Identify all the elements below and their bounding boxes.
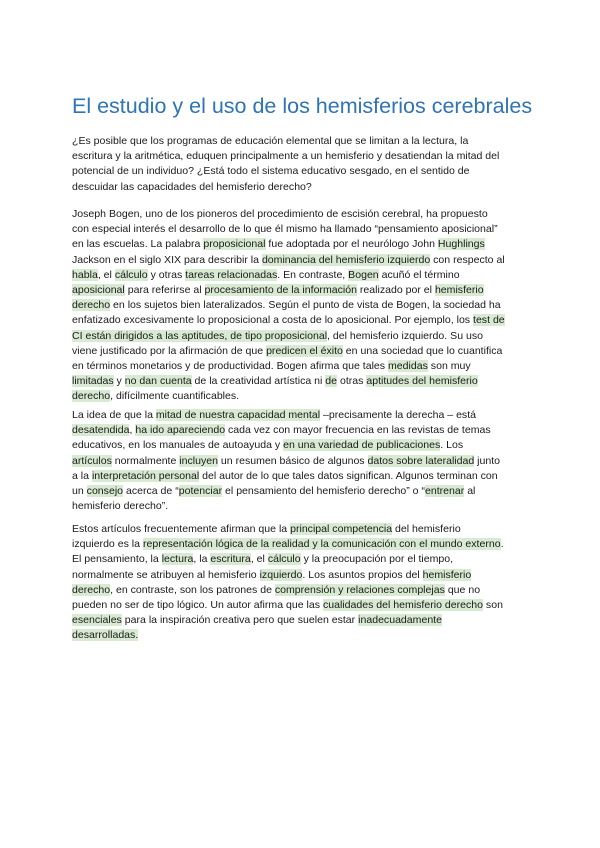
text-line [72,438,528,453]
text-line [72,499,528,514]
highlighted-text: datos sobre lateralidad [367,454,475,467]
text-segment: viene justificado por la afirmación de que [72,344,267,357]
text-segment: descuidar las capacidades del hemisferio derecho? [72,180,312,193]
text-segment: , la [193,553,211,566]
text-segment: ¿Es posible que los programas de educación elemental que se limitan a la lectura, la [72,135,469,147]
text-segment: junto [474,454,501,467]
highlighted-text: esenciales [72,614,122,627]
highlighted-text: representación lógica de la realidad y la comunicación con el mundo externo [142,538,501,551]
text-segment: . En contraste, [277,268,349,281]
text-line [72,389,528,404]
text-line [72,613,528,628]
text-segment: El pensamiento, la [72,553,162,566]
text-segment: . Los [440,439,464,452]
highlighted-text: aptitudes del hemisferio [366,375,478,388]
paragraph-articulos [72,522,528,644]
text-segment: del hemisferio [392,523,461,535]
text-segment: , el [250,553,268,566]
highlighted-text: procesamiento de la información [204,283,357,296]
highlighted-text: derecho [72,299,111,312]
highlighted-text: interpretación personal [91,469,200,482]
highlighted-text: consejo [86,484,124,497]
text-segment: acuñó el término [378,268,460,281]
text-segment: y otras [147,268,186,281]
text-line [72,329,528,344]
highlighted-text: cálculo [267,553,301,566]
text-line [72,253,528,268]
highlighted-text: comprensión y relaciones complejas [274,583,445,596]
text-segment: cada vez con mayor frecuencia en las revistas de temas [225,424,491,437]
text-segment: escritura y la aritmética, eduquen principalmente a un hemisferio y desatiendan la mitad del [72,150,500,163]
text-segment: y [113,375,125,388]
text-segment: un [72,484,87,497]
text-line [72,522,528,537]
highlighted-text: proposicional [203,238,266,251]
highlighted-text: test de [473,314,505,327]
highlighted-text: habla [72,268,98,281]
text-line [72,583,528,598]
text-segment: enfatizado excesivamente lo proposicional a costa de lo aposicional. Por ejemplo, los [72,314,474,327]
text-segment: otras [337,375,367,388]
text-segment: el pensamiento del hemisferio derecho” o “ [222,484,425,497]
highlighted-text: derecho [72,390,111,403]
highlighted-text: medidas [388,359,428,372]
text-line [72,628,528,643]
highlighted-text: ha ido apareciendo [135,424,226,437]
text-line [72,164,528,179]
text-segment: La idea de que la [72,409,156,421]
text-segment: , el [97,268,115,281]
text-line [72,149,528,164]
text-segment: son muy [427,359,471,372]
text-segment: a la [72,469,92,482]
highlighted-text: lectura [161,553,194,566]
text-segment: normalmente [111,454,180,467]
text-segment: y la preocupación por el tiempo, [300,553,454,566]
text-segment: pueden no ser de tipo lógico. Un autor afirma que las [72,598,323,611]
text-line [72,313,528,328]
text-line [72,283,528,298]
text-line [72,207,528,222]
text-segment: del autor de lo que tales datos significan. Algunos terminan con [199,469,498,482]
text-line [72,454,528,469]
text-segment: , [129,424,136,437]
text-segment: , difícilmente cuantificables. [110,390,240,403]
highlighted-text: de [325,375,338,388]
text-line [72,408,528,423]
text-segment: , en contraste, son los patrones de [110,583,275,596]
text-segment: hemisferio derecho”. [72,500,169,513]
highlighted-text: artículos [72,454,112,467]
text-segment: un resumen básico de algunos [218,454,368,467]
text-segment: en las escuelas. La palabra [72,238,204,251]
highlighted-text: limitadas [72,375,114,388]
text-segment: Jackson en el siglo XIX para describir la [72,253,262,266]
text-segment: realizado por el [356,283,435,296]
text-segment: –precisamente la derecha – está [320,409,476,421]
text-segment: Joseph Bogen, uno de los pioneros del procedimiento de escisión cerebral, ha propuesto [72,208,488,220]
text-line [72,374,528,389]
text-segment: para la inspiración creativa pero que suelen estar [121,614,359,627]
text-segment: normalmente se atribuyen al hemisferio [72,568,260,581]
highlighted-text: CI están dirigidos a las aptitudes, de tipo proposicional [72,329,328,342]
text-segment: educativos, en los manuales de autoayuda y [72,439,284,452]
text-segment: acerca de “ [123,484,179,497]
text-line [72,298,528,313]
text-line [72,237,528,252]
text-line [72,469,528,484]
highlighted-text: incluyen [179,454,218,467]
text-line [72,568,528,583]
text-segment: con especial interés el desarrollo de lo que él mismo ha llamado “pensamiento aposicional” [72,223,498,236]
text-line [72,552,528,567]
text-segment: . Los asuntos propios del [302,568,423,581]
text-line [72,180,528,195]
text-segment: que no [444,583,481,596]
text-line [72,537,528,552]
highlighted-text: escritura [210,553,251,566]
text-segment: , del hemisferio izquierdo. Su uso [327,329,483,342]
text-segment: fue adoptada por el neurólogo John [265,238,438,251]
text-segment: para referirse al [124,283,205,296]
text-segment: al [464,484,476,497]
text-segment: en una sociedad que lo cuantifica [342,344,503,357]
paragraph-bogen [72,207,528,404]
text-segment: con respecto al [430,253,505,266]
paragraph-idea [72,408,528,514]
highlighted-text: Hughlings [437,238,485,251]
text-segment: en términos monetarios y de productividad. Bogen afirma que tales [72,359,388,372]
highlighted-text: cálculo [114,268,148,281]
text-segment: izquierdo es la [72,538,143,551]
highlighted-text: mitad de nuestra capacidad mental [155,409,321,421]
highlighted-text: en una variedad de publicaciones [283,439,441,452]
text-line [72,598,528,613]
text-segment: potencial de un individuo? ¿Está todo el sistema educativo sesgado, en el sentido de [72,165,470,178]
highlighted-text: aposicional [72,283,125,296]
text-line [72,134,528,149]
highlighted-text: cualidades del hemisferio derecho [322,598,483,611]
highlighted-text: predicen el éxito [266,344,343,357]
text-segment: de la creatividad artística ni [191,375,326,388]
highlighted-text: izquierdo [259,568,303,581]
paragraph-intro [72,134,528,195]
highlighted-text: desatendida [72,424,130,437]
highlighted-text: hemisferio [422,568,472,581]
highlighted-text: principal competencia [290,523,393,535]
text-line [72,222,528,237]
highlighted-text: derecho [72,583,111,596]
highlighted-text: hemisferio [434,283,484,296]
highlighted-text: tareas relacionadas [185,268,278,281]
page-title: El estudio y el uso de los hemisferios cerebrales [72,94,533,118]
text-segment: . [500,538,504,551]
highlighted-text: entrenar [424,484,465,497]
text-line [72,423,528,438]
text-segment: Estos artículos frecuentemente afirman que la [72,523,291,535]
highlighted-text: no dan cuenta [124,375,192,388]
highlighted-text: dominancia del hemisferio izquierdo [261,253,431,266]
highlighted-text: Bogen [348,268,379,281]
text-line [72,359,528,374]
text-line [72,484,528,499]
highlighted-text: inadecuadamente [358,614,442,627]
highlighted-text: potenciar [178,484,223,497]
text-segment: en los sujetos bien lateralizados. Según el punto de vista de Bogen, la sociedad ha [110,299,501,312]
text-line [72,344,528,359]
text-line [72,268,528,283]
highlighted-text: desarrolladas. [72,629,139,642]
text-segment: son [483,598,503,611]
